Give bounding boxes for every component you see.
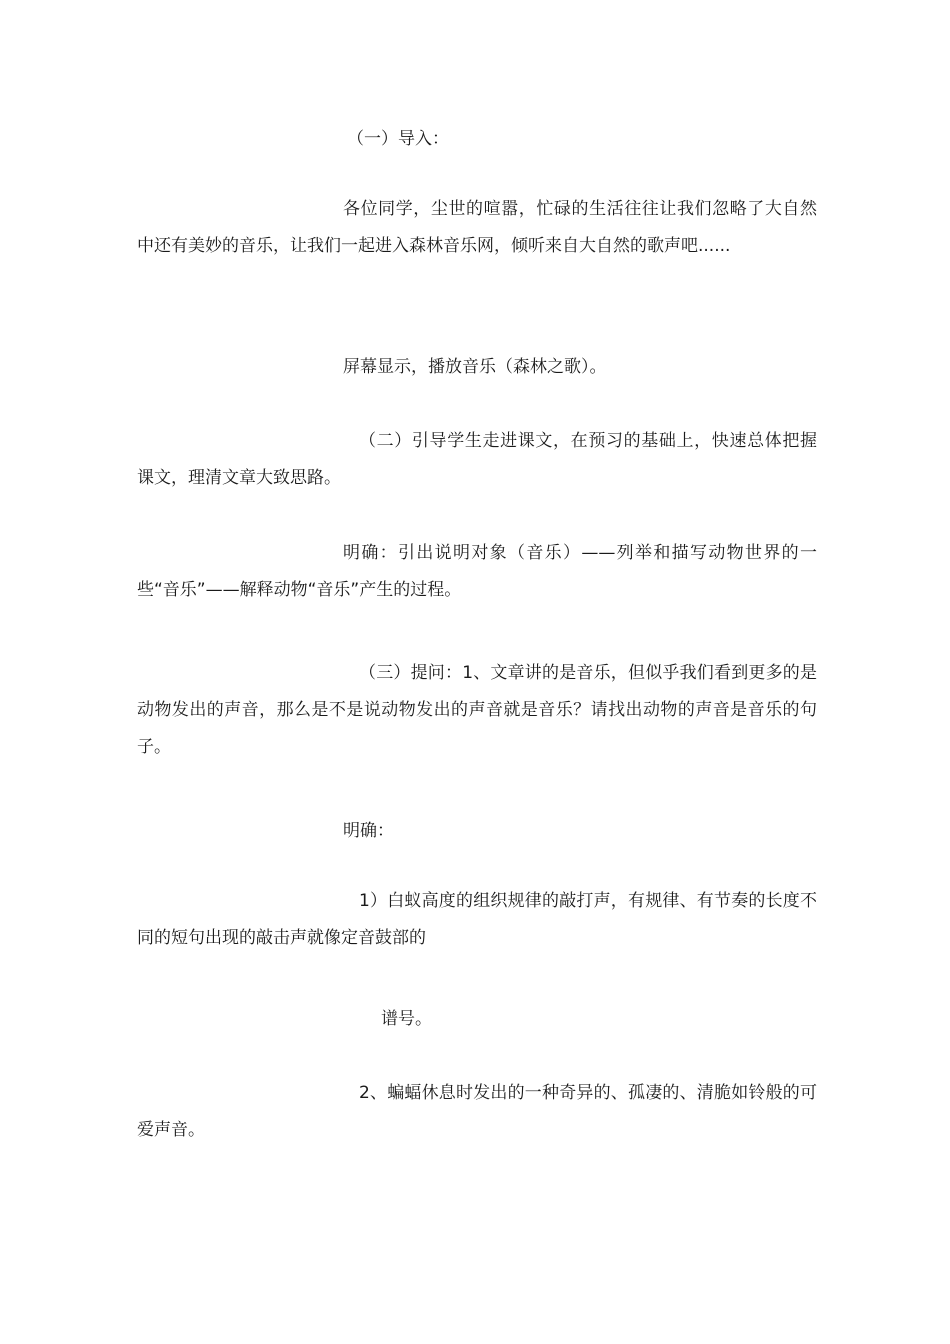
clarify-paragraph-1: 明确：引出说明对象（音乐）——列举和描写动物世界的一些“音乐”——解释动物“音乐”产生的过程。 [137,543,817,600]
screen-display-paragraph: 屏幕显示，播放音乐（森林之歌）。 [343,357,607,377]
clarify-label: 明确： [343,821,394,841]
section-heading-guide: （二）引导学生走进课文，在预习的基础上，快速总体把握课文，理清文章大致思路。 [137,431,817,488]
section-heading-question: （三）提问：1、文章讲的是音乐，但似乎我们看到更多的是动物发出的声音，那么是不是说动物发出的声音就是音乐？请找出动物的声音是音乐的句子。 [137,663,817,757]
section-heading-intro: （一）导入： [347,129,449,149]
intro-paragraph: 各位同学，尘世的喧嚣，忙碌的生活往往让我们忽略了大自然中还有美妙的音乐，让我们一起进入森林音乐网，倾听来自大自然的歌声吧...... [137,199,817,256]
answer-item-2: 2、蝙蝠休息时发出的一种奇异的、孤凄的、清脆如铃般的可爱声音。 [137,1083,817,1140]
answer-item-1: 1）白蚁高度的组织规律的敲打声，有规律、有节奏的长度不同的短句出现的敲击声就像定音鼓部的 [137,891,817,948]
answer-item-1-continuation: 谱号。 [381,1009,432,1029]
